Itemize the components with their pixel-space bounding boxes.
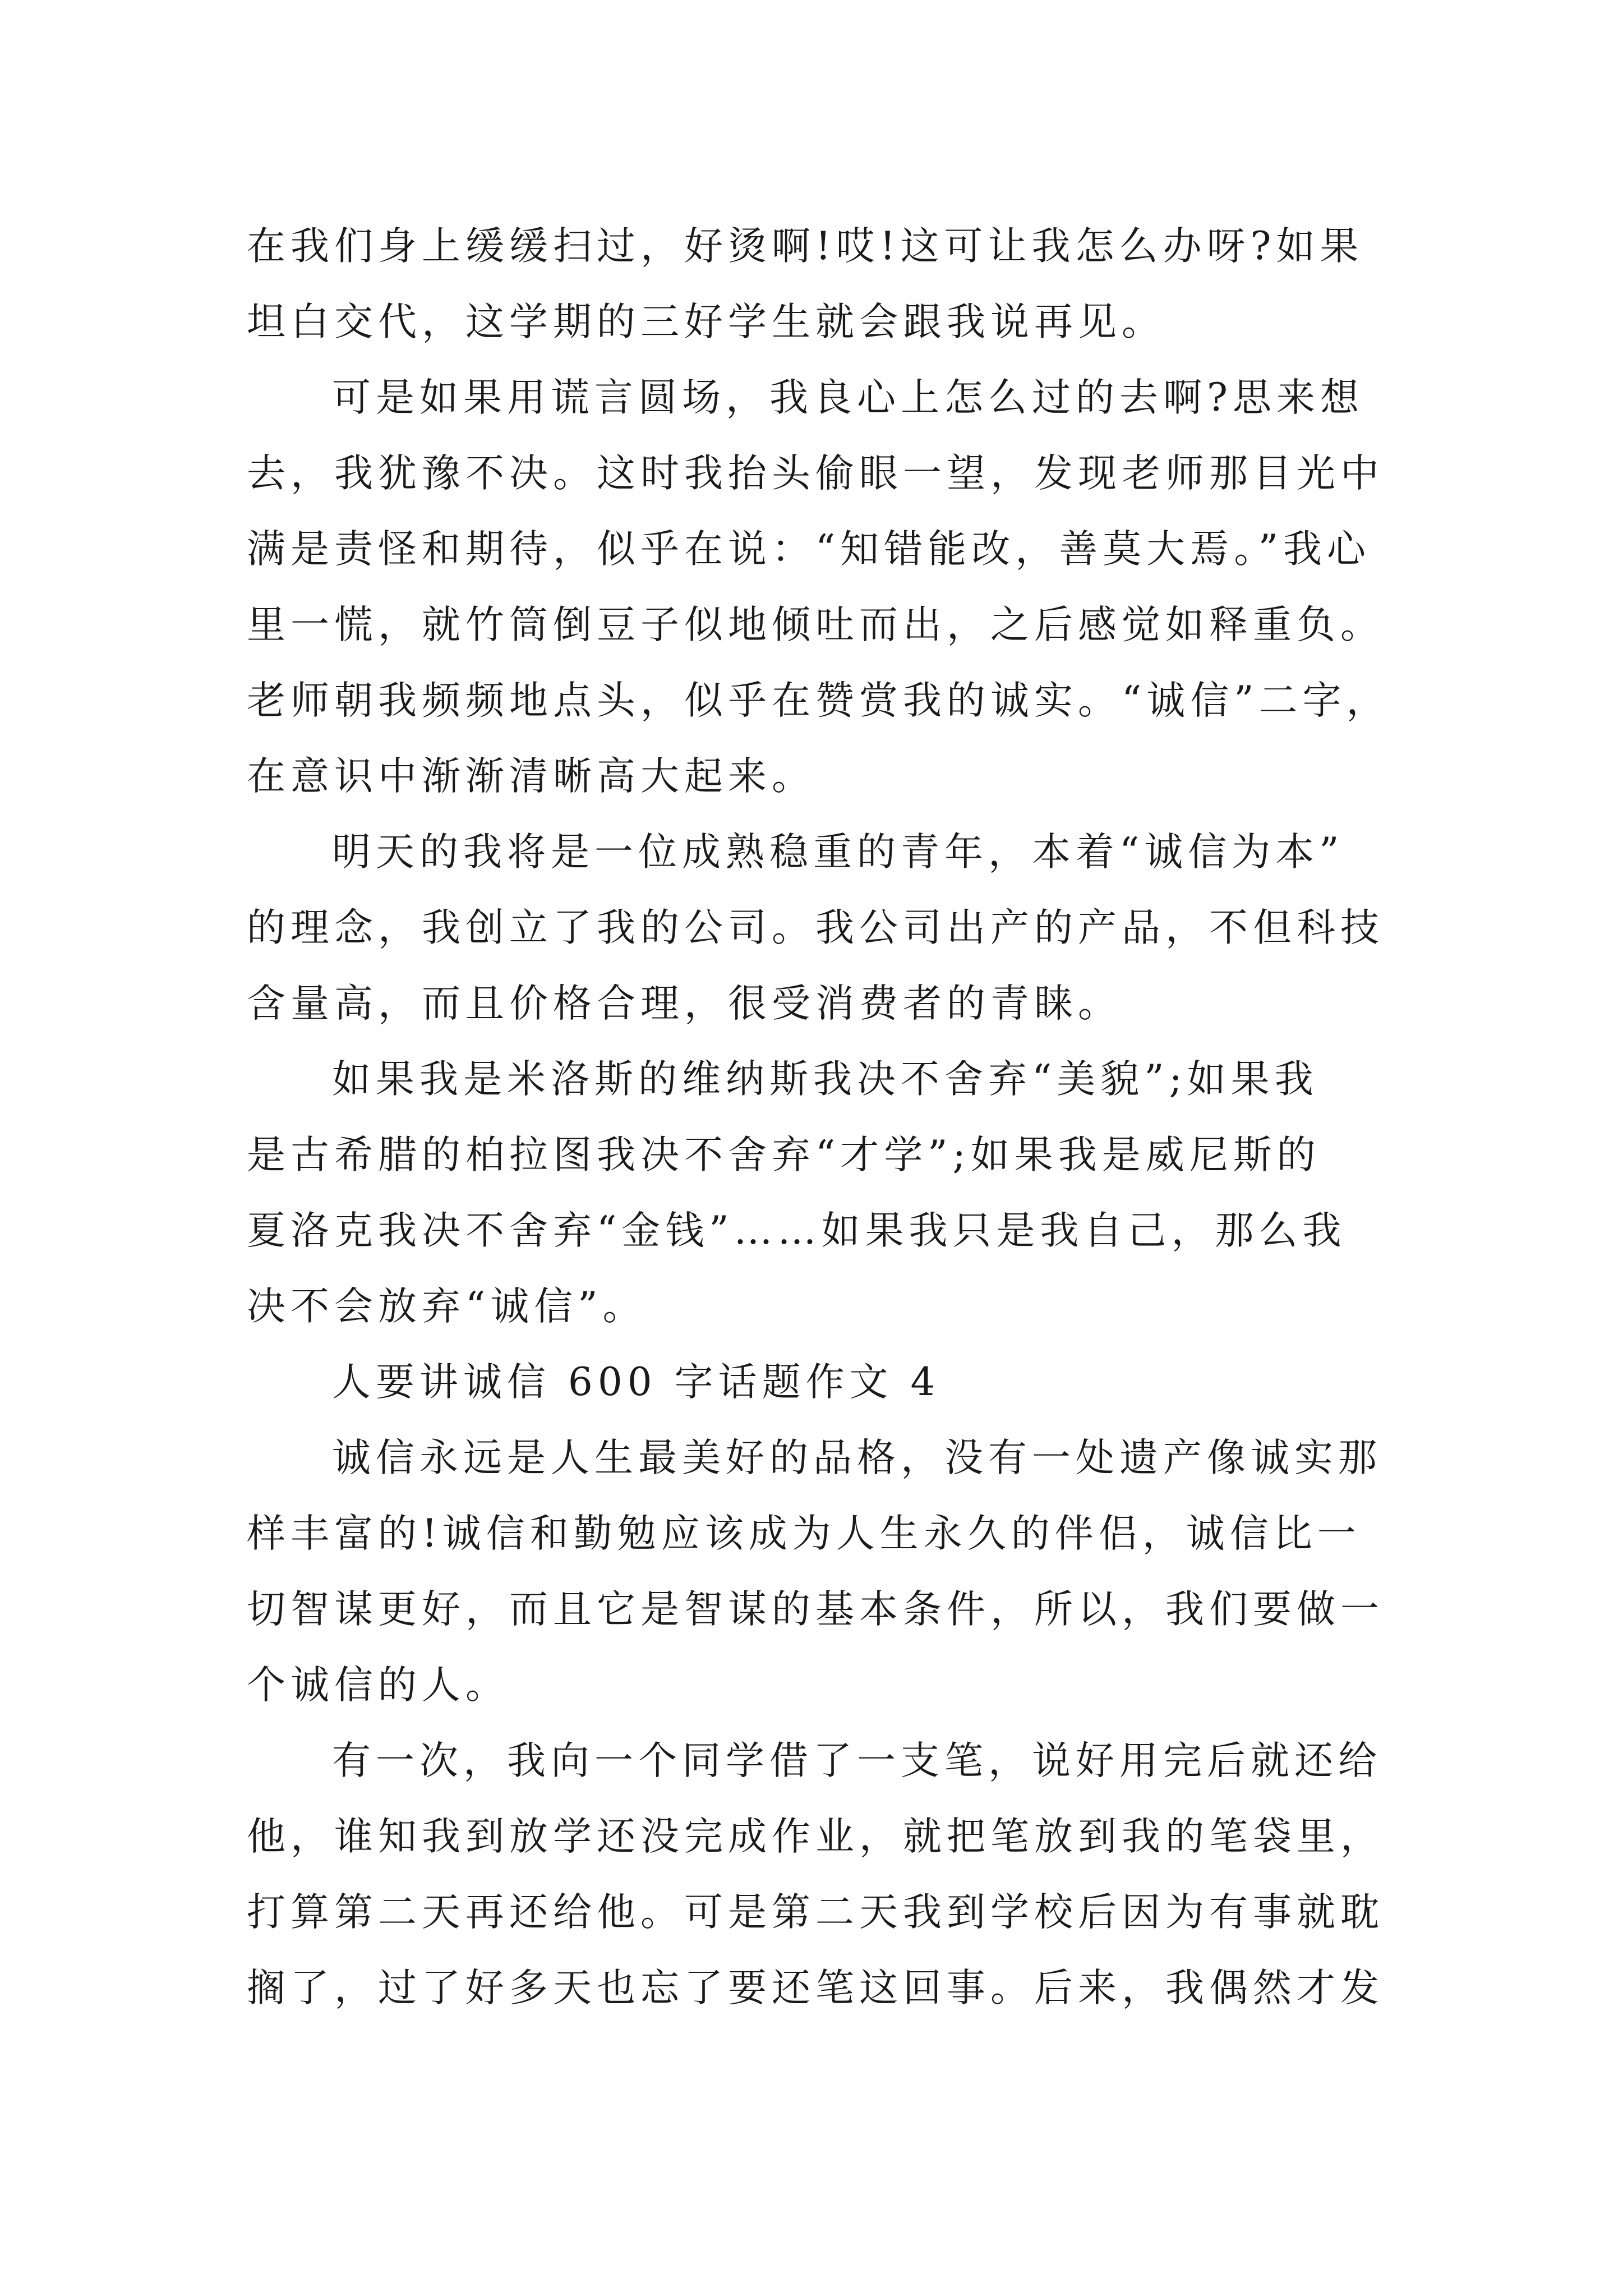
text-line: 个诚信的人。 xyxy=(247,1663,509,1708)
text-line: 老师朝我频频地点头，似乎在赞赏我的诚实。“诚信”二字， xyxy=(247,678,1390,723)
text-line: 切智谋更好，而且它是智谋的基本条件，所以，我们要做一 xyxy=(247,1587,1384,1632)
text-line: 含量高，而且价格合理，很受消费者的青睐。 xyxy=(247,981,1122,1026)
paragraph-start-line: 诚信永远是人生最美好的品格，没有一处遗产像诚实那 xyxy=(332,1435,1382,1480)
text-line: 里一慌，就竹筒倒豆子似地倾吐而出，之后感觉如释重负。 xyxy=(247,602,1384,647)
text-line: 在我们身上缓缓扫过，好烫啊!哎!这可让我怎么办呀?如果 xyxy=(247,224,1364,269)
text-line: 去，我犹豫不决。这时我抬头偷眼一望，发现老师那目光中 xyxy=(247,451,1384,496)
section-heading: 人要讲诚信 600 字话题作文 4 xyxy=(332,1360,940,1405)
paragraph-start-line: 有一次，我向一个同学借了一支笔，说好用完后就还给 xyxy=(332,1738,1382,1783)
text-line: 决不会放弃“诚信”。 xyxy=(247,1284,647,1329)
text-line: 在意识中渐渐清晰高大起来。 xyxy=(247,754,815,799)
text-line: 是古希腊的柏拉图我决不舍弃“才学”;如果我是威尼斯的 xyxy=(247,1133,1321,1177)
text-line: 他，谁知我到放学还没完成作业，就把笔放到我的笔袋里， xyxy=(247,1814,1384,1859)
text-line: 满是责怪和期待，似乎在说：“知错能改，善莫大焉。”我心 xyxy=(247,527,1371,572)
paragraph-start-line: 如果我是米洛斯的维纳斯我决不舍弃“美貌”;如果我 xyxy=(332,1057,1318,1102)
text-line: 打算第二天再还给他。可是第二天我到学校后因为有事就耽 xyxy=(247,1890,1384,1935)
text-line: 夏洛克我决不舍弃“金钱”……如果我只是我自己，那么我 xyxy=(247,1208,1347,1253)
text-line: 坦白交代，这学期的三好学生就会跟我说再见。 xyxy=(247,300,1165,344)
paragraph-start-line: 明天的我将是一位成熟稳重的青年，本着“诚信为本” xyxy=(332,830,1344,875)
essay-text xyxy=(247,209,1390,2026)
text-line: 的理念，我创立了我的公司。我公司出产的产品，不但科技 xyxy=(247,905,1384,950)
paragraph-start-line: 可是如果用谎言圆场，我良心上怎么过的去啊?思来想 xyxy=(332,375,1364,420)
text-line: 搁了，过了好多天也忘了要还笔这回事。后来，我偶然才发 xyxy=(247,1966,1384,2010)
text-line: 样丰富的!诚信和勤勉应该成为人生永久的伴侣，诚信比一 xyxy=(247,1511,1361,1556)
